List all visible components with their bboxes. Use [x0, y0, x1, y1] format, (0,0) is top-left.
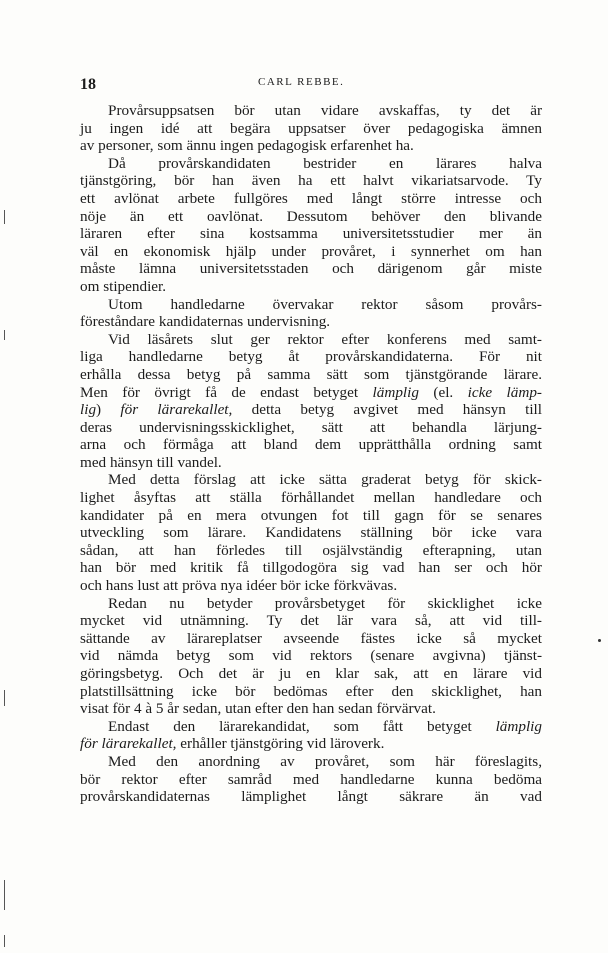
text-line: platstillsättning icke bör bedömas efter den skicklighet, han	[80, 682, 542, 700]
text-run: detta betyg avgivet med hänsyn till	[232, 401, 542, 419]
text-line: om stipendier.	[80, 277, 167, 295]
italic-run: för lärarekallet,	[120, 401, 233, 419]
text-line: utveckling som lärare. Kandidatens ställning bör icke vara	[80, 524, 542, 542]
text-line	[80, 401, 542, 419]
text-line: ett avlönat arbete fullgöres med långt större intresse och	[80, 189, 542, 207]
text-run: erhåller tjänstgöring vid läroverk.	[176, 735, 385, 753]
scan-edge-mark	[4, 880, 5, 910]
text-line: Med den anordning av provåret, som här föreslagits,	[108, 752, 542, 770]
text-line: provårskandidaternas lämplighet långt säkrare än vad	[80, 788, 542, 806]
text-line: lighet åsyftas att ställa förhållandet mellan handledare och	[80, 489, 542, 507]
text-line: sättande av lärareplatser avseende fästes icke så mycket	[80, 629, 542, 647]
text-line: erhålla dessa betyg på samma sätt som tjänstgörande lärare.	[80, 365, 542, 383]
scan-edge-mark	[4, 330, 5, 340]
text-line: av personer, som ännu ingen pedagogisk erfarenhet ha.	[80, 137, 414, 155]
text-line: föreståndare kandidaternas undervisning.	[80, 313, 331, 331]
text-run: Endast den lärarekandidat, som fått betyget	[108, 717, 496, 735]
text-line: mycket vid utnämning. Ty det lär vara så, att vid till-	[80, 612, 542, 630]
text-line	[80, 735, 542, 753]
text-line: Då provårskandidaten bestrider en lärares halva	[108, 154, 542, 172]
running-head: CARL REBBE.	[258, 76, 345, 88]
text-line	[80, 718, 542, 736]
scan-edge-mark	[4, 935, 5, 947]
text-run: )	[96, 401, 121, 419]
text-line: Redan nu betyder provårsbetyget för skicklighet icke	[108, 594, 542, 612]
text-line: arna och förmåga att bland dem upprätthålla ordning samt	[80, 436, 542, 454]
text-line: Utom handledarne övervakar rektor såsom provårs-	[108, 295, 542, 313]
italic-run: lig	[80, 401, 97, 419]
scan-edge-mark	[4, 690, 5, 706]
scan-edge-mark	[4, 210, 5, 224]
text-line: han bör med kritik få tillgodogöra sig vad han ser och hör	[80, 559, 542, 577]
text-line: sådan, att han förledes till osjälvständig efterapning, utan	[80, 541, 542, 559]
text-line: läraren efter sina kostsamma universitetsstudier mer än	[80, 225, 542, 243]
text-line: deras undervisningsskicklighet, sätt att behandla lärjung-	[80, 418, 542, 436]
italic-run: icke lämp-	[467, 383, 542, 401]
text-run: (el.	[418, 383, 468, 401]
text-line: ju ingen idé att begära uppsatser över pedagogiska ämnen	[80, 119, 542, 137]
text-line: nöje än ett oavlönat. Dessutom behöver den blivande	[80, 207, 542, 225]
italic-run: för lärarekallet,	[80, 735, 177, 753]
text-line: Med detta förslag att icke sätta graderat betyg för skick-	[108, 471, 542, 489]
text-line	[80, 384, 542, 402]
text-line: väl en ekonomisk hjälp under provåret, i synnerhet om han	[80, 242, 542, 260]
italic-run: lämplig	[495, 717, 542, 735]
text-line: kandidater på en mera otvungen fot till gagn för se senares	[80, 506, 542, 524]
page-header	[80, 76, 540, 98]
text-line: Vid läsårets slut ger rektor efter konferens med samt-	[108, 330, 542, 348]
text-run: Men för övrigt få de endast betyget	[80, 383, 373, 401]
scan-speck	[598, 639, 601, 642]
text-line: måste lämna universitetsstaden och därigenom går miste	[80, 260, 542, 278]
text-line: göringsbetyg. Och det är ju en klar sak, att en lärare vid	[80, 665, 542, 682]
text-line: med hänsyn till vandel.	[80, 453, 222, 471]
text-line: vid nämda betyg som vid rektors (senare avgivna) tjänst-	[80, 647, 542, 665]
text-line: och hans lust att pröva nya idéer bör icke förkvävas.	[80, 577, 398, 595]
text-line: visat för 4 à 5 år sedan, utan efter den han sedan förvärvat.	[80, 700, 436, 718]
text-line: tjänstgöring, bör han även ha ett halvt vikariatsarvode. Ty	[80, 172, 542, 190]
text-line: bör rektor efter samråd med handledarne kunna bedöma	[80, 770, 542, 788]
page-number: 18	[80, 76, 96, 93]
text-line: Provårsuppsatsen bör utan vidare avskaffas, ty det är	[108, 102, 542, 119]
italic-run: lämplig	[372, 383, 419, 401]
body-text	[80, 102, 542, 806]
text-line: liga handledarne betyg åt provårskandidaterna. För nit	[80, 348, 542, 366]
